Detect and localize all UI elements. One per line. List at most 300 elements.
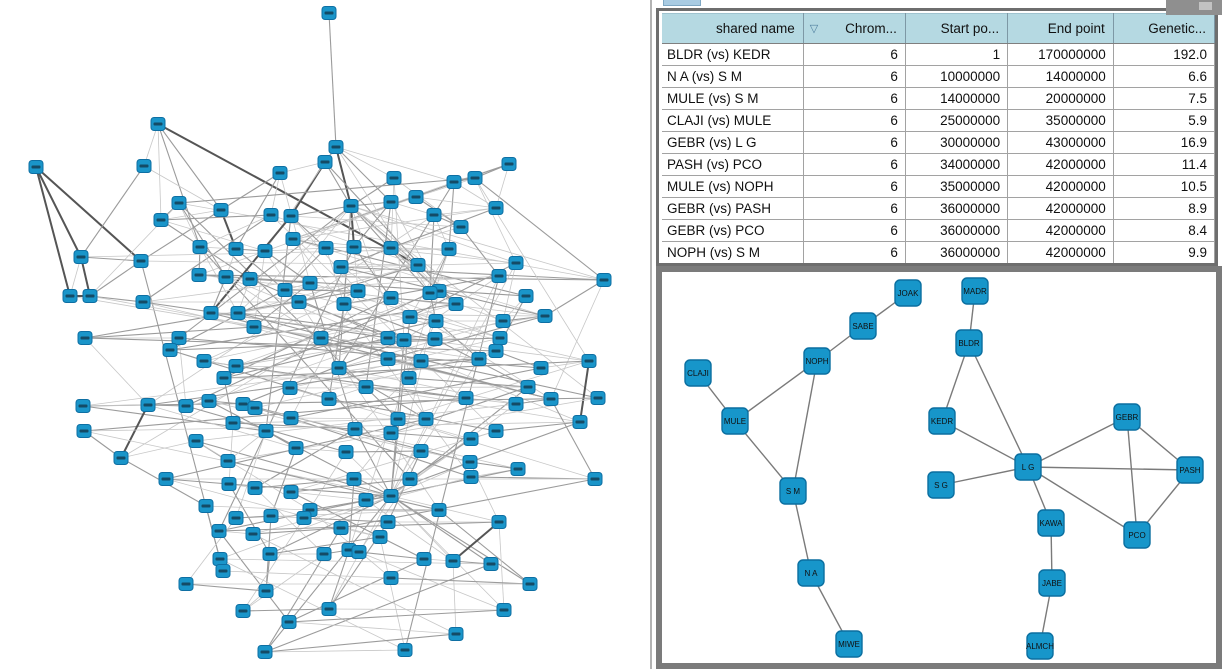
node-label-smudge [362, 386, 371, 389]
node-label: PCO [1128, 531, 1146, 540]
table-cell-chromosome[interactable]: 6 [803, 220, 905, 242]
network-node[interactable] [76, 400, 90, 413]
network-node[interactable] [248, 402, 262, 415]
table-cell-chromosome[interactable]: 6 [803, 110, 905, 132]
network-node[interactable] [213, 553, 227, 566]
node-label: KEDR [930, 417, 954, 426]
network-edge [391, 496, 504, 610]
network-node[interactable] [597, 274, 611, 287]
network-node[interactable] [246, 528, 260, 541]
node-label: BLDR [958, 339, 980, 348]
network-node-SABE[interactable] [850, 313, 876, 339]
table-cell-start-position[interactable]: 30000000 [905, 132, 1007, 154]
network-node[interactable] [381, 516, 395, 529]
network-node[interactable] [464, 471, 478, 484]
network-node[interactable] [179, 400, 193, 413]
network-node-SG[interactable] [928, 472, 954, 498]
network-node[interactable] [544, 393, 558, 406]
network-node[interactable] [432, 504, 446, 517]
network-node[interactable] [402, 372, 416, 385]
table-cell-shared-name[interactable]: MULE (vs) S M [662, 88, 803, 110]
network-node[interactable] [199, 500, 213, 513]
table-cell-genetic[interactable]: 8.9 [1113, 198, 1214, 220]
node-label-smudge [355, 551, 364, 554]
network-node-LG[interactable] [1015, 454, 1041, 480]
network-node-MADR[interactable] [962, 278, 988, 304]
network-node[interactable] [496, 315, 510, 328]
network-node[interactable] [428, 333, 442, 346]
network-node[interactable] [317, 548, 331, 561]
node-label-smudge [232, 365, 241, 368]
scrollbar-thumb-fragment[interactable] [1199, 2, 1212, 10]
node-label: KAWA [1039, 519, 1063, 528]
network-node[interactable] [521, 381, 535, 394]
node-label-smudge [287, 417, 296, 420]
network-node[interactable] [229, 360, 243, 373]
network-node[interactable] [247, 321, 261, 334]
network-node[interactable] [141, 399, 155, 412]
network-node[interactable] [411, 259, 425, 272]
node-label-smudge [350, 478, 359, 481]
network-node[interactable] [151, 118, 165, 131]
network-node[interactable] [77, 425, 91, 438]
node-label-smudge [422, 418, 431, 421]
table-cell-chromosome[interactable]: 6 [803, 132, 905, 154]
node-label-smudge [514, 468, 523, 471]
network-node[interactable] [259, 585, 273, 598]
network-node[interactable] [509, 398, 523, 411]
table-cell-end-point[interactable]: 42000000 [1008, 176, 1114, 198]
network-node-MULE[interactable] [722, 408, 748, 434]
network-node[interactable] [284, 412, 298, 425]
network-node[interactable] [292, 296, 306, 309]
network-node[interactable] [347, 241, 361, 254]
network-node[interactable] [381, 332, 395, 345]
network-node[interactable] [212, 525, 226, 538]
network-node[interactable] [381, 353, 395, 366]
node-label: L G [1021, 463, 1035, 472]
table-cell-genetic[interactable]: 8.4 [1113, 220, 1214, 242]
network-node[interactable] [197, 355, 211, 368]
node-label-smudge [202, 505, 211, 508]
table-cell-chromosome[interactable]: 6 [803, 44, 905, 66]
network-edge-GEBR-PCO[interactable] [1127, 417, 1137, 535]
table-cell-chromosome[interactable]: 6 [803, 176, 905, 198]
network-node[interactable] [83, 290, 97, 303]
table-cell-chromosome[interactable]: 6 [803, 88, 905, 110]
network-node[interactable] [289, 442, 303, 455]
network-edge [289, 622, 456, 634]
network-node[interactable] [179, 578, 193, 591]
network-node-CLAJI[interactable] [685, 360, 711, 386]
table-header-row [662, 14, 1215, 44]
network-edge [341, 479, 595, 528]
node-label-smudge [492, 430, 501, 433]
table-row[interactable] [662, 66, 1215, 88]
network-edge-NOPH-SM[interactable] [793, 361, 817, 491]
network-node[interactable] [219, 271, 233, 284]
node-label-smudge [505, 163, 514, 166]
network-node[interactable] [464, 433, 478, 446]
network-node[interactable] [172, 332, 186, 345]
table-cell-genetic[interactable]: 16.9 [1113, 132, 1214, 154]
network-node[interactable] [446, 555, 460, 568]
network-node[interactable] [243, 273, 257, 286]
network-node[interactable] [134, 255, 148, 268]
network-node[interactable] [248, 482, 262, 495]
network-node[interactable] [159, 473, 173, 486]
network-node[interactable] [29, 161, 43, 174]
network-node[interactable] [222, 478, 236, 491]
network-node[interactable] [63, 290, 77, 303]
network-node[interactable] [359, 494, 373, 507]
node-label-smudge [467, 476, 476, 479]
table-cell-shared-name[interactable]: GEBR (vs) PASH [662, 198, 803, 220]
network-node[interactable] [472, 353, 486, 366]
network-edge-BLDR-LG[interactable] [969, 343, 1028, 467]
network-node-JABE[interactable] [1039, 570, 1065, 596]
network-node[interactable] [204, 307, 218, 320]
table-cell-genetic[interactable]: 11.4 [1113, 154, 1214, 176]
node-label-smudge [547, 398, 556, 401]
network-node[interactable] [347, 473, 361, 486]
table-row[interactable] [662, 132, 1215, 154]
node-label-smudge [216, 558, 225, 561]
network-node[interactable] [591, 392, 605, 405]
network-node[interactable] [322, 603, 336, 616]
node-label-smudge [137, 260, 146, 263]
network-node[interactable] [214, 204, 228, 217]
network-node[interactable] [419, 413, 433, 426]
table-row[interactable] [662, 44, 1215, 66]
node-label-smudge [175, 202, 184, 205]
column-header-chromosome[interactable] [803, 14, 905, 44]
table-cell-genetic[interactable]: 6.6 [1113, 66, 1214, 88]
network-node[interactable] [137, 160, 151, 173]
network-node[interactable] [282, 616, 296, 629]
network-node[interactable] [264, 209, 278, 222]
table-cell-chromosome[interactable]: 6 [803, 242, 905, 264]
column-header-genetic[interactable] [1113, 14, 1214, 44]
network-node[interactable] [334, 261, 348, 274]
node-label-smudge [266, 553, 275, 556]
network-node[interactable] [348, 423, 362, 436]
network-node[interactable] [509, 257, 523, 270]
node-label-smudge [332, 146, 341, 149]
network-node-ALMCH[interactable] [1026, 633, 1054, 659]
node-label-smudge [162, 478, 171, 481]
table-row[interactable] [662, 88, 1215, 110]
network-node-SM[interactable] [780, 478, 806, 504]
network-node[interactable] [538, 310, 552, 323]
table-cell-start-position[interactable]: 36000000 [905, 242, 1007, 264]
node-label-smudge [157, 219, 166, 222]
table-cell-end-point[interactable]: 43000000 [1008, 132, 1114, 154]
table-cell-end-point[interactable]: 170000000 [1008, 44, 1114, 66]
network-node[interactable] [449, 298, 463, 311]
node-label-smudge [182, 405, 191, 408]
network-node[interactable] [231, 307, 245, 320]
network-node[interactable] [523, 578, 537, 591]
table-cell-start-position[interactable]: 10000000 [905, 66, 1007, 88]
node-label-smudge [232, 248, 241, 251]
network-edge [449, 182, 454, 249]
node-label-smudge [376, 536, 385, 539]
table-row[interactable] [662, 198, 1215, 220]
network-node-PASH[interactable] [1177, 457, 1203, 483]
network-node-NOPH[interactable] [804, 348, 830, 374]
table-cell-start-position[interactable]: 34000000 [905, 154, 1007, 176]
network-node[interactable] [489, 345, 503, 358]
network-node[interactable] [278, 284, 292, 297]
network-node[interactable] [414, 355, 428, 368]
network-node[interactable] [314, 332, 328, 345]
node-label-smudge [387, 577, 396, 580]
network-node[interactable] [502, 158, 516, 171]
network-edge-LG-GEBR[interactable] [1028, 417, 1127, 467]
table-cell-shared-name[interactable]: N A (vs) S M [662, 66, 803, 88]
network-node[interactable] [229, 512, 243, 525]
column-header-end-point[interactable] [1008, 14, 1114, 44]
network-node[interactable] [447, 176, 461, 189]
network-node[interactable] [339, 446, 353, 459]
network-node[interactable] [163, 344, 177, 357]
network-node[interactable] [454, 221, 468, 234]
network-node[interactable] [588, 473, 602, 486]
network-node[interactable] [519, 290, 533, 303]
network-node[interactable] [78, 332, 92, 345]
network-node[interactable] [202, 395, 216, 408]
network-node[interactable] [216, 565, 230, 578]
network-node-PCO[interactable] [1124, 522, 1150, 548]
network-edge [285, 290, 358, 291]
network-node[interactable] [263, 548, 277, 561]
network-node[interactable] [384, 292, 398, 305]
column-header-shared-name[interactable] [662, 14, 803, 44]
table-cell-genetic[interactable]: 192.0 [1113, 44, 1214, 66]
network-node[interactable] [284, 210, 298, 223]
node-label: SABE [852, 322, 874, 331]
table-cell-end-point[interactable]: 42000000 [1008, 154, 1114, 176]
table-cell-end-point[interactable]: 14000000 [1008, 66, 1114, 88]
network-node[interactable] [258, 646, 272, 659]
table-cell-start-position[interactable]: 36000000 [905, 198, 1007, 220]
network-node-BLDR[interactable] [956, 330, 982, 356]
network-node[interactable] [284, 486, 298, 499]
network-node[interactable] [297, 512, 311, 525]
network-node[interactable] [332, 362, 346, 375]
network-node[interactable] [329, 141, 343, 154]
network-node[interactable] [236, 605, 250, 618]
table-row[interactable] [662, 176, 1215, 198]
node-label-smudge [512, 262, 521, 265]
network-node[interactable] [384, 242, 398, 255]
table-cell-chromosome[interactable]: 6 [803, 154, 905, 176]
network-node[interactable] [259, 425, 273, 438]
network-node[interactable] [534, 362, 548, 375]
network-node[interactable] [303, 277, 317, 290]
node-label-smudge [182, 583, 191, 586]
network-node[interactable] [192, 269, 206, 282]
network-edge [170, 338, 500, 350]
network-node[interactable] [423, 287, 437, 300]
network-node[interactable] [511, 463, 525, 476]
network-node[interactable] [226, 417, 240, 430]
table-cell-start-position[interactable]: 1 [905, 44, 1007, 66]
node-label-smudge [77, 256, 86, 259]
network-node[interactable] [403, 473, 417, 486]
network-node-MIWE[interactable] [836, 631, 862, 657]
node-label-smudge [435, 509, 444, 512]
table-cell-chromosome[interactable]: 6 [803, 66, 905, 88]
network-edge [265, 634, 456, 652]
node-label-smudge [495, 521, 504, 524]
network-node[interactable] [229, 243, 243, 256]
network-node[interactable] [409, 191, 423, 204]
network-node[interactable] [497, 604, 511, 617]
network-node[interactable] [322, 393, 336, 406]
network-node[interactable] [397, 334, 411, 347]
table-cell-end-point[interactable]: 35000000 [1008, 110, 1114, 132]
table-cell-end-point[interactable]: 42000000 [1008, 198, 1114, 220]
network-node[interactable] [463, 456, 477, 469]
network-node-NA[interactable] [798, 560, 824, 586]
filter-icon[interactable]: ▽ [809, 23, 819, 35]
table-cell-shared-name[interactable]: NOPH (vs) S M [662, 242, 803, 264]
table-cell-shared-name[interactable]: GEBR (vs) L G [662, 132, 803, 154]
network-node[interactable] [492, 516, 506, 529]
network-node[interactable] [264, 510, 278, 523]
network-node-KAWA[interactable] [1038, 510, 1064, 536]
network-node[interactable] [417, 553, 431, 566]
network-node[interactable] [387, 172, 401, 185]
network-node-JOAK[interactable] [895, 280, 921, 306]
network-node[interactable] [172, 197, 186, 210]
network-node[interactable] [373, 531, 387, 544]
network-node[interactable] [391, 413, 405, 426]
node-label-smudge [405, 377, 414, 380]
network-node-GEBR[interactable] [1114, 404, 1140, 430]
table-body [662, 44, 1215, 264]
network-node[interactable] [427, 209, 441, 222]
table-cell-end-point[interactable]: 42000000 [1008, 220, 1114, 242]
network-node[interactable] [384, 490, 398, 503]
network-node[interactable] [74, 251, 88, 264]
table-cell-start-position[interactable]: 36000000 [905, 220, 1007, 242]
network-node[interactable] [384, 427, 398, 440]
network-node[interactable] [283, 382, 297, 395]
table-row[interactable] [662, 154, 1215, 176]
table-cell-genetic[interactable]: 10.5 [1113, 176, 1214, 198]
network-node[interactable] [114, 452, 128, 465]
network-node[interactable] [154, 214, 168, 227]
network-node[interactable] [136, 296, 150, 309]
network-node[interactable] [351, 285, 365, 298]
network-edge [243, 554, 324, 611]
table-cell-shared-name[interactable]: GEBR (vs) PCO [662, 220, 803, 242]
node-label: GEBR [1115, 413, 1139, 422]
network-node[interactable] [352, 546, 366, 559]
network-node[interactable] [442, 243, 456, 256]
node-label-smudge [262, 590, 271, 593]
node-label-smudge [452, 633, 461, 636]
network-node[interactable] [384, 572, 398, 585]
network-edge [329, 13, 336, 147]
network-node[interactable] [573, 416, 587, 429]
network-node[interactable] [217, 372, 231, 385]
network-node[interactable] [492, 270, 506, 283]
node-label-smudge [452, 303, 461, 306]
network-node[interactable] [193, 241, 207, 254]
network-node[interactable] [258, 245, 272, 258]
table-cell-shared-name[interactable]: BLDR (vs) KEDR [662, 44, 803, 66]
node-label-smudge [342, 451, 351, 454]
network-edge-LG-PASH[interactable] [1028, 467, 1190, 470]
table-cell-shared-name[interactable]: MULE (vs) NOPH [662, 176, 803, 198]
network-node[interactable] [273, 167, 287, 180]
network-node[interactable] [398, 644, 412, 657]
column-header-start-position[interactable] [905, 14, 1007, 44]
network-node[interactable] [429, 315, 443, 328]
table-cell-genetic[interactable]: 9.9 [1113, 242, 1214, 264]
network-node[interactable] [344, 200, 358, 213]
node-label-smudge [249, 533, 258, 536]
network-node[interactable] [322, 7, 336, 20]
network-node[interactable] [582, 355, 596, 368]
table-cell-shared-name[interactable]: CLAJI (vs) MULE [662, 110, 803, 132]
node-label: NOPH [805, 357, 829, 366]
table-cell-start-position[interactable]: 35000000 [905, 176, 1007, 198]
detail-network-canvas[interactable] [662, 272, 1216, 663]
table-row[interactable] [662, 242, 1215, 264]
network-node[interactable] [414, 445, 428, 458]
network-edge [391, 578, 530, 584]
table-cell-chromosome[interactable]: 6 [803, 198, 905, 220]
network-node[interactable] [489, 202, 503, 215]
network-node[interactable] [403, 311, 417, 324]
network-node[interactable] [334, 522, 348, 535]
table-cell-genetic[interactable]: 7.5 [1113, 88, 1214, 110]
table-cell-start-position[interactable]: 14000000 [905, 88, 1007, 110]
node-label-smudge [196, 246, 205, 249]
network-node[interactable] [221, 455, 235, 468]
network-node[interactable] [359, 381, 373, 394]
node-label-smudge [322, 247, 331, 250]
table-cell-end-point[interactable]: 42000000 [1008, 242, 1114, 264]
network-node[interactable] [489, 425, 503, 438]
network-node[interactable] [319, 242, 333, 255]
node-label-smudge [362, 499, 371, 502]
network-node[interactable] [484, 558, 498, 571]
network-node[interactable] [493, 332, 507, 345]
table-row[interactable] [662, 110, 1215, 132]
network-node[interactable] [337, 298, 351, 311]
network-node[interactable] [468, 172, 482, 185]
network-node-KEDR[interactable] [929, 408, 955, 434]
table-cell-end-point[interactable]: 20000000 [1008, 88, 1114, 110]
table-row[interactable] [662, 220, 1215, 242]
network-node[interactable] [189, 435, 203, 448]
table-cell-genetic[interactable]: 5.9 [1113, 110, 1214, 132]
table-cell-start-position[interactable]: 25000000 [905, 110, 1007, 132]
network-node[interactable] [449, 628, 463, 641]
network-node[interactable] [286, 233, 300, 246]
node-label-smudge [591, 478, 600, 481]
network-node[interactable] [318, 156, 332, 169]
network-node[interactable] [459, 392, 473, 405]
table-cell-shared-name[interactable]: PASH (vs) PCO [662, 154, 803, 176]
network-node[interactable] [384, 196, 398, 209]
